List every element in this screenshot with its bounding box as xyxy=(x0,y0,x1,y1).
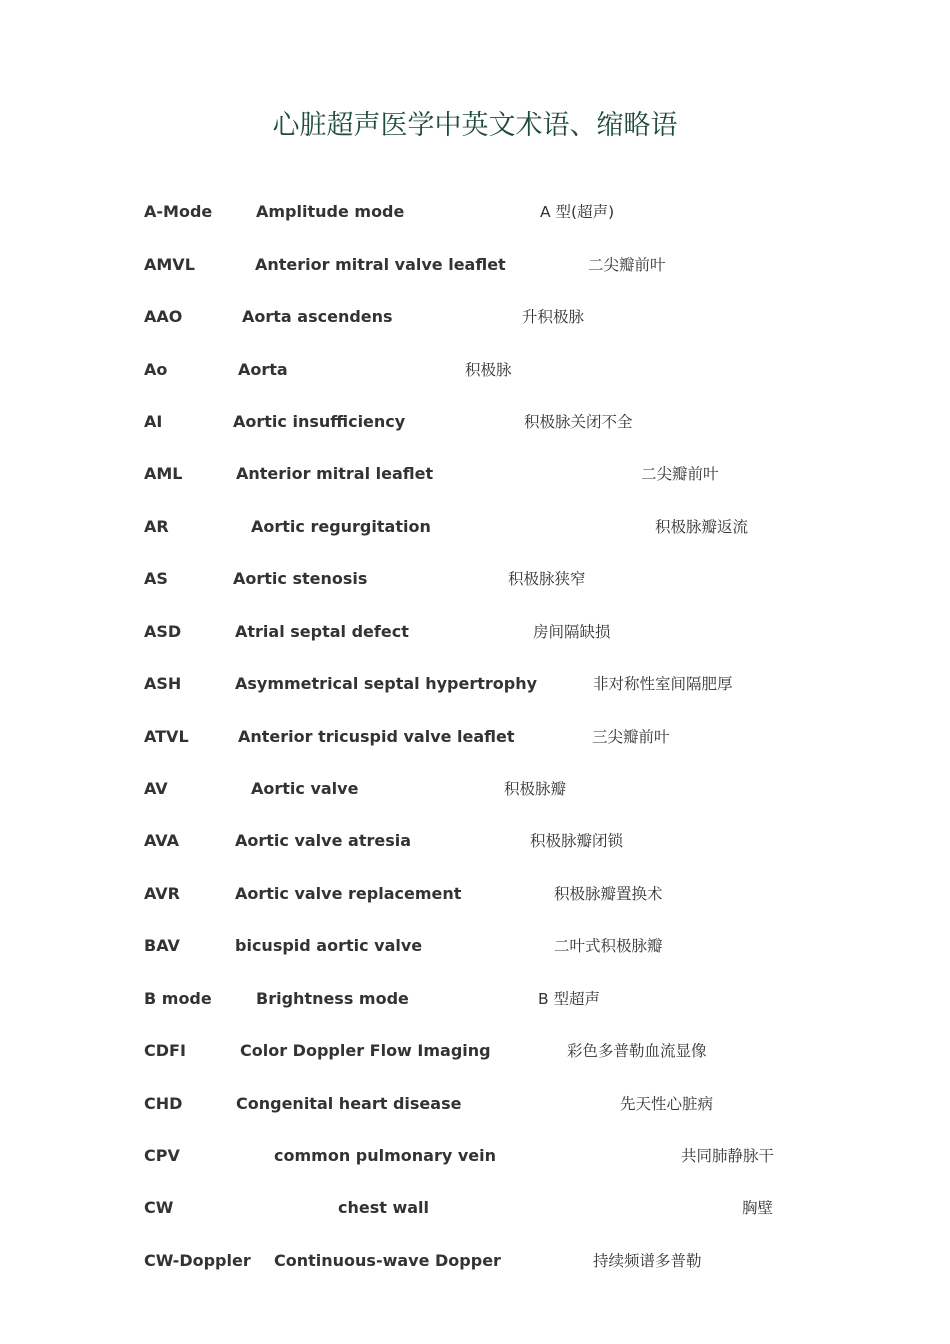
term-abbreviation: CW xyxy=(144,1198,174,1217)
term-english: Color Doppler Flow Imaging xyxy=(240,1041,491,1060)
term-abbreviation: AVA xyxy=(144,831,179,850)
term-abbreviation: AAO xyxy=(144,307,183,326)
term-row xyxy=(0,566,950,592)
term-chinese: 积极脉瓣置换术 xyxy=(554,885,663,903)
term-english: Aortic valve atresia xyxy=(235,831,412,850)
term-english: Aortic insufficiency xyxy=(233,412,406,431)
term-row xyxy=(0,1038,950,1064)
term-abbreviation: AI xyxy=(144,412,163,431)
term-english: Aortic valve xyxy=(251,779,359,798)
term-chinese: 积极脉瓣返流 xyxy=(655,518,749,536)
term-chinese: 二叶式积极脉瓣 xyxy=(554,937,663,955)
term-abbreviation: AMVL xyxy=(144,255,195,274)
term-english: Atrial septal defect xyxy=(235,622,409,641)
term-chinese: 积极脉瓣 xyxy=(504,780,567,798)
term-chinese: 积极脉 xyxy=(465,361,512,379)
term-row xyxy=(0,1143,950,1169)
term-row xyxy=(0,986,950,1012)
term-row xyxy=(0,1195,950,1221)
term-english: Aortic valve replacement xyxy=(235,884,462,903)
term-chinese: 共同肺静脉干 xyxy=(681,1147,775,1165)
term-row xyxy=(0,619,950,645)
term-english: chest wall xyxy=(338,1198,430,1217)
term-chinese: 持续频谱多普勒 xyxy=(593,1252,702,1270)
term-abbreviation: AV xyxy=(144,779,168,798)
term-row xyxy=(0,828,950,854)
term-english: Aortic stenosis xyxy=(233,569,368,588)
term-row xyxy=(0,461,950,487)
term-english: Continuous-wave Dopper xyxy=(274,1251,501,1270)
term-row xyxy=(0,881,950,907)
term-chinese: 房间隔缺损 xyxy=(533,623,611,641)
term-row xyxy=(0,409,950,435)
term-row xyxy=(0,357,950,383)
term-english: Anterior mitral leaflet xyxy=(236,464,434,483)
term-abbreviation: Ao xyxy=(144,360,168,379)
term-row xyxy=(0,304,950,330)
term-chinese: 二尖瓣前叶 xyxy=(588,256,666,274)
term-row xyxy=(0,514,950,540)
term-chinese: 彩色多普勒血流显像 xyxy=(567,1042,707,1060)
term-chinese: 二尖瓣前叶 xyxy=(641,465,719,483)
term-chinese: 非对称性室间隔肥厚 xyxy=(593,675,733,693)
term-chinese: A 型(超声) xyxy=(540,203,615,221)
term-chinese: 胸壁 xyxy=(742,1199,774,1217)
term-row xyxy=(0,671,950,697)
term-chinese: 积极脉狭窄 xyxy=(508,570,586,588)
term-abbreviation: BAV xyxy=(144,936,180,955)
term-abbreviation: AR xyxy=(144,517,169,536)
term-row xyxy=(0,1248,950,1274)
term-abbreviation: AVR xyxy=(144,884,180,903)
term-english: Aorta xyxy=(238,360,288,379)
term-english: Asymmetrical septal hypertrophy xyxy=(235,674,538,693)
term-abbreviation: ASD xyxy=(144,622,182,641)
term-chinese: 升积极脉 xyxy=(522,308,585,326)
term-english: Amplitude mode xyxy=(256,202,405,221)
term-row xyxy=(0,199,950,225)
term-row xyxy=(0,1091,950,1117)
term-english: common pulmonary vein xyxy=(274,1146,496,1165)
term-chinese: 三尖瓣前叶 xyxy=(592,728,670,746)
term-row xyxy=(0,776,950,802)
page-title: 心脏超声医学中英文术语、缩略语 xyxy=(272,110,678,141)
term-row xyxy=(0,933,950,959)
term-row xyxy=(0,724,950,750)
term-english: Aortic regurgitation xyxy=(251,517,431,536)
term-abbreviation: ATVL xyxy=(144,727,189,746)
term-abbreviation: CDFI xyxy=(144,1041,186,1060)
term-chinese: B 型超声 xyxy=(538,990,601,1008)
term-abbreviation: A-Mode xyxy=(144,202,213,221)
term-row xyxy=(0,252,950,278)
term-english: Congenital heart disease xyxy=(236,1094,462,1113)
term-abbreviation: ASH xyxy=(144,674,182,693)
term-abbreviation: AS xyxy=(144,569,168,588)
term-abbreviation: CHD xyxy=(144,1094,183,1113)
term-abbreviation: CPV xyxy=(144,1146,180,1165)
term-chinese: 先天性心脏病 xyxy=(620,1095,714,1113)
term-chinese: 积极脉关闭不全 xyxy=(524,413,633,431)
term-english: Anterior tricuspid valve leaflet xyxy=(238,727,515,746)
term-abbreviation: CW-Doppler xyxy=(144,1251,251,1270)
term-english: Brightness mode xyxy=(256,989,409,1008)
term-english: Aorta ascendens xyxy=(242,307,393,326)
term-english: bicuspid aortic valve xyxy=(235,936,423,955)
term-abbreviation: B mode xyxy=(144,989,212,1008)
term-english: Anterior mitral valve leaflet xyxy=(255,255,506,274)
term-abbreviation: AML xyxy=(144,464,183,483)
term-chinese: 积极脉瓣闭锁 xyxy=(530,832,624,850)
